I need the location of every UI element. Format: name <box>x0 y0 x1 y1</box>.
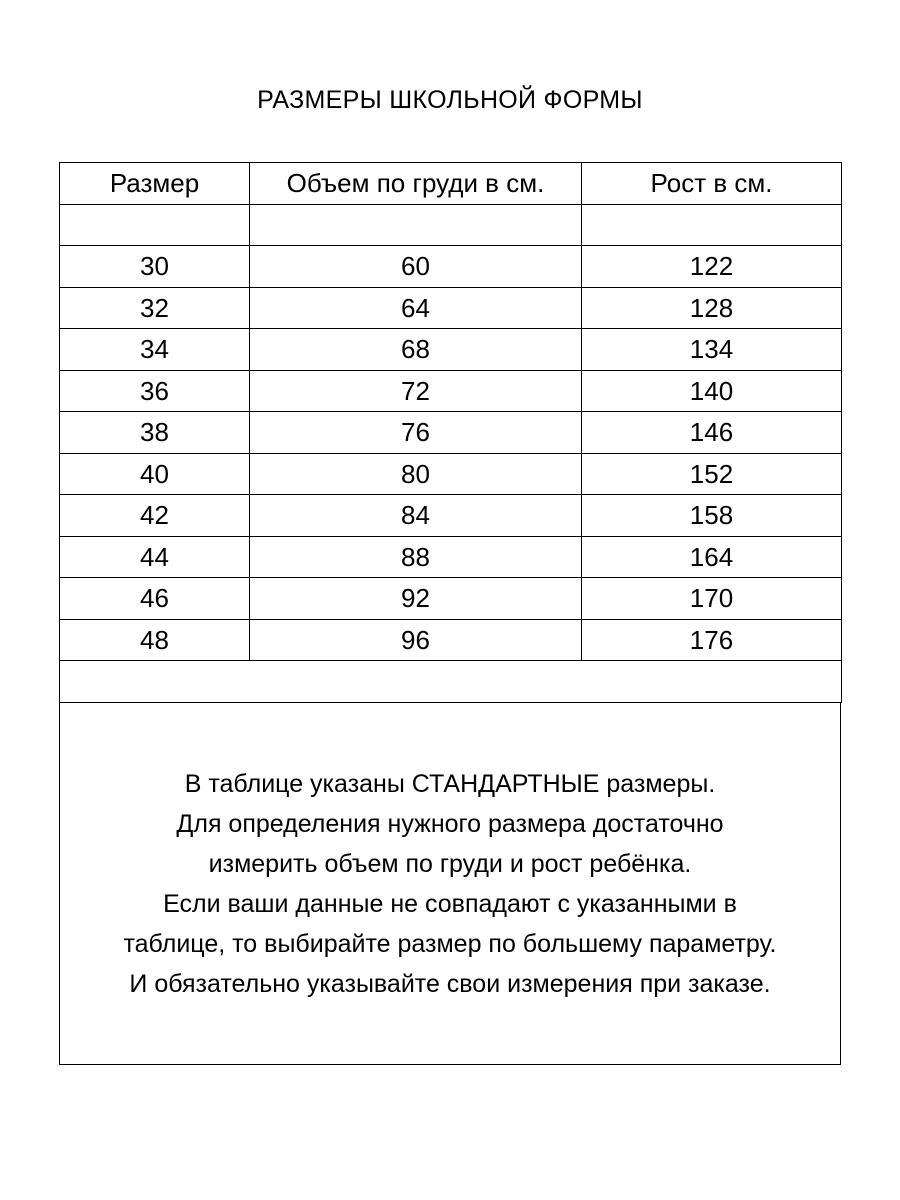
size-cell: 48 <box>60 619 250 661</box>
empty-cell <box>582 204 842 246</box>
empty-cell <box>250 204 582 246</box>
note-line: И обязательно указывайте свои измерения при заказе. <box>129 970 771 998</box>
chest-cell: 68 <box>250 329 582 371</box>
height-cell: 128 <box>582 287 842 329</box>
height-cell: 134 <box>582 329 842 371</box>
table-row <box>60 287 842 329</box>
note-box <box>59 702 841 1065</box>
table-header-row <box>60 163 842 205</box>
size-cell: 36 <box>60 370 250 412</box>
page-title: РАЗМЕРЫ ШКОЛЬНОЙ ФОРМЫ <box>257 86 643 114</box>
chest-cell: 88 <box>250 536 582 578</box>
size-cell: 30 <box>60 246 250 288</box>
note-line: измерить объем по груди и рост ребёнка. <box>208 850 692 878</box>
height-cell: 158 <box>582 495 842 537</box>
table-row <box>60 536 842 578</box>
empty-cell <box>60 204 250 246</box>
size-cell: 32 <box>60 287 250 329</box>
height-cell: 164 <box>582 536 842 578</box>
size-cell: 44 <box>60 536 250 578</box>
size-cell: 42 <box>60 495 250 537</box>
table-row <box>60 453 842 495</box>
chest-cell: 76 <box>250 412 582 454</box>
chest-cell: 72 <box>250 370 582 412</box>
table-empty-row <box>60 204 842 246</box>
note-line: Для определения нужного размера достаточно <box>176 810 724 838</box>
height-cell: 170 <box>582 578 842 620</box>
spacer-cell <box>60 661 842 703</box>
chest-cell: 80 <box>250 453 582 495</box>
size-cell: 38 <box>60 412 250 454</box>
header-height: Рост в см. <box>582 163 842 205</box>
note-line: Если ваши данные не совпадают с указанными в <box>163 890 737 918</box>
chest-cell: 84 <box>250 495 582 537</box>
note-line: В таблице указаны СТАНДАРТНЫЕ размеры. <box>184 770 716 798</box>
table-spacer-row <box>60 661 842 703</box>
table-row <box>60 329 842 371</box>
table-row <box>60 619 842 661</box>
header-chest: Объем по груди в см. <box>250 163 582 205</box>
height-cell: 176 <box>582 619 842 661</box>
table-row <box>60 495 842 537</box>
chest-cell: 64 <box>250 287 582 329</box>
height-cell: 152 <box>582 453 842 495</box>
height-cell: 122 <box>582 246 842 288</box>
chest-cell: 60 <box>250 246 582 288</box>
size-cell: 46 <box>60 578 250 620</box>
note-line: таблице, то выбирайте размер по большему параметру. <box>123 930 777 958</box>
table-row <box>60 246 842 288</box>
chest-cell: 96 <box>250 619 582 661</box>
header-size: Размер <box>60 163 250 205</box>
note-text <box>60 764 840 1004</box>
size-cell: 34 <box>60 329 250 371</box>
table-row <box>60 370 842 412</box>
height-cell: 146 <box>582 412 842 454</box>
chest-cell: 92 <box>250 578 582 620</box>
size-cell: 40 <box>60 453 250 495</box>
size-table <box>59 162 842 703</box>
table-row <box>60 578 842 620</box>
table-row <box>60 412 842 454</box>
height-cell: 140 <box>582 370 842 412</box>
